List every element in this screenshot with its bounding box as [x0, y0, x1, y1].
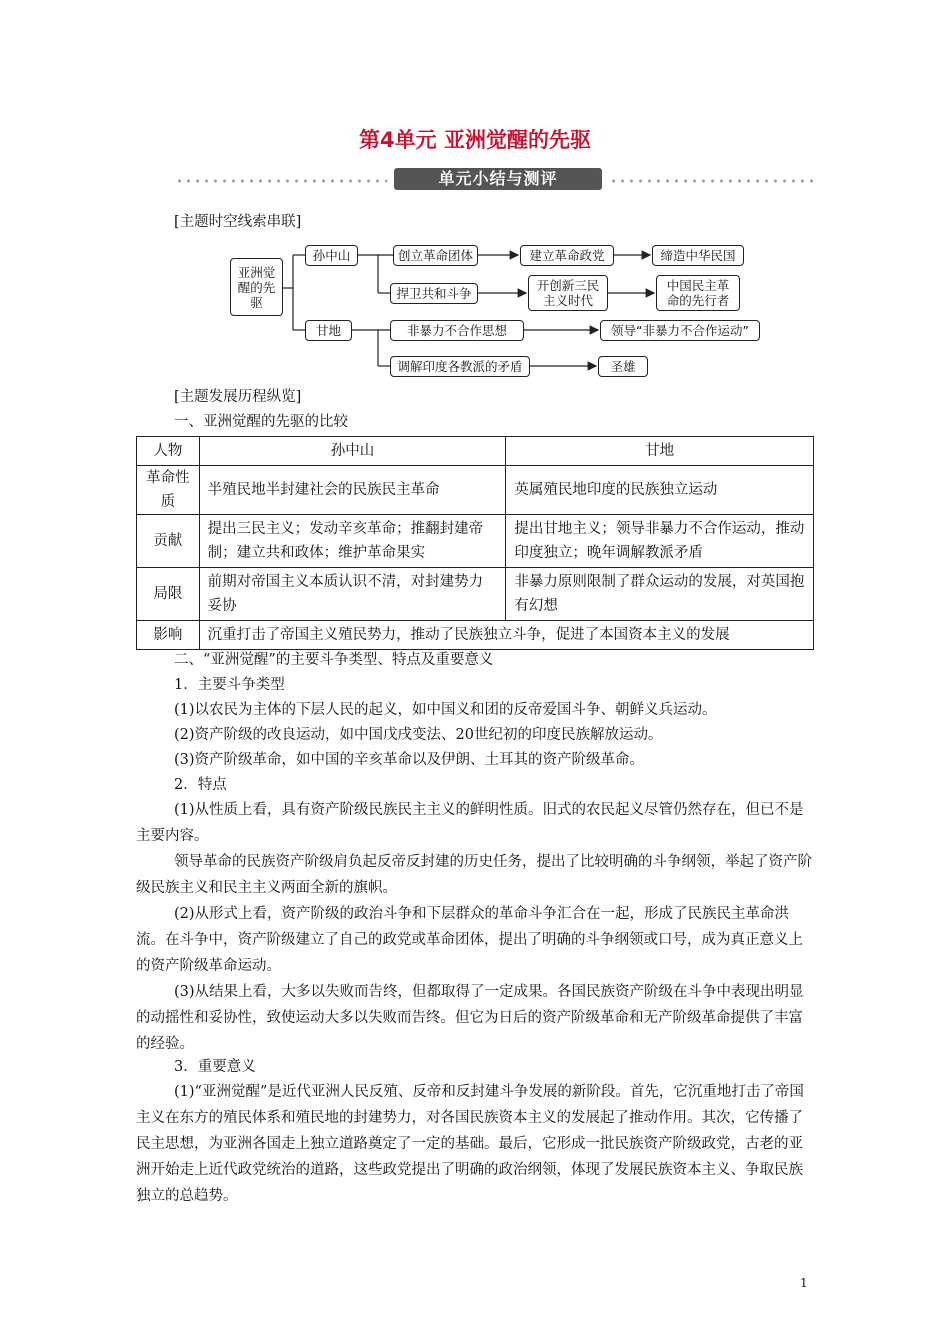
diagram-node-g4: 圣雄: [598, 356, 648, 377]
table-row: [137, 568, 814, 621]
paragraph: (3)从结果上看，大多以失败而告终，但都取得了一定成果。各国民族资产阶级在斗争中表现出明显的动摇性和妥协性，致使运动大多以失败而告终。但它为日后的资产阶级革命和无产阶级革命提供了丰富的经验。: [136, 984, 804, 1052]
subheading-significance: 3．重要意义: [174, 1059, 256, 1075]
table-cell: 前期对帝国主义本质认识不清，对封建势力妥协: [199, 568, 506, 621]
page-title: 第4单元 亚洲觉醒的先驱: [359, 128, 591, 152]
table-row: [137, 621, 814, 650]
table-row: [137, 515, 814, 568]
comparison-table: [136, 436, 814, 650]
row-label: 局限: [137, 568, 200, 621]
paragraph: 领导革命的民族资产阶级肩负起反帝反封建的历史任务，提出了比较明确的斗争纲领，举起了资产阶级民族主义和民主主义两面全新的旗帜。: [136, 854, 812, 896]
diagram-node-b6: 中国民主革命的先行者: [656, 275, 740, 311]
paragraph: (1)“亚洲觉醒”是近代亚洲人民反殖、反帝和反封建斗争发展的新阶段。首先，它沉重地打击了帝国主义在东方的殖民体系和殖民地的封建势力，对各国民族资本主义的发展起了推动作用。其次，它传播了民主思想，为亚洲各国走上独立道路奠定了一定的基础。最后，它形成一批民族资产阶级政党，古老的亚洲开始走上近代政党统治的道路，这些政党提出了明确的政治纲领，体现了发展民族资本主义、争取民族独立的总趋势。: [136, 1084, 804, 1204]
table-cell: 沉重打击了帝国主义殖民势力，推动了民族独立斗争，促进了本国资本主义的发展: [199, 621, 813, 650]
table-cell: 非暴力原则限制了群众运动的发展，对英国抱有幻想: [506, 568, 814, 621]
heading-comparison: 一、亚洲觉醒的先驱的比较: [174, 414, 348, 430]
row-label: 贡献: [137, 515, 200, 568]
page-number: 1: [800, 1276, 808, 1290]
diagram-node-gandhi: 甘地: [305, 320, 352, 341]
diagram-node-g3: 调解印度各教派的矛盾: [390, 356, 530, 377]
banner-label: 单元小结与测评: [394, 168, 602, 190]
table-header-row: [137, 437, 814, 466]
table-cell: 英属殖民地印度的民族独立运动: [506, 466, 814, 515]
section-timeline-label: [主题时空线索串联]: [174, 214, 302, 230]
diagram-node-b1: 创立革命团体: [393, 245, 478, 266]
table-header-cell: 孙中山: [199, 437, 506, 466]
diagram-node-b5: 开创新三民主义时代: [528, 275, 608, 311]
paragraph: (1)从性质上看，具有资产阶级民族民主主义的鲜明性质。旧式的农民起义尽管仍然存在，但已不是主要内容。: [136, 802, 804, 844]
paragraph: (2)从形式上看，资产阶级的政治斗争和下层群众的革命斗争汇合在一起，形成了民族民主革命洪流。在斗争中，资产阶级建立了自己的政党或革命团体，提出了明确的斗争纲领或口号，成为真正意义上的资产阶级革命运动。: [136, 906, 803, 974]
diagram-node-b3: 缔造中华民国: [652, 245, 744, 266]
list-item: (3)资产阶级革命，如中国的辛亥革命以及伊朗、土耳其的资产阶级革命。: [174, 752, 645, 768]
subheading-features: 2．特点: [174, 777, 227, 793]
diagram-node-b2: 建立革命政党: [520, 245, 614, 266]
concept-diagram: [0, 0, 950, 400]
table-cell: 半殖民地半封建社会的民族民主革命: [199, 466, 506, 515]
table-cell: 提出甘地主义；领导非暴力不合作运动，推动印度独立；晚年调解教派矛盾: [506, 515, 814, 568]
table-cell: 提出三民主义；发动辛亥革命；推翻封建帝制；建立共和政体；维护革命果实: [199, 515, 506, 568]
table-header-cell: 人物: [137, 437, 200, 466]
diagram-root-node: 亚洲觉醒的先驱: [230, 258, 283, 316]
section-overview-label: [主题发展历程纵览]: [174, 389, 302, 405]
heading-struggle: 二、“亚洲觉醒”的主要斗争类型、特点及重要意义: [174, 652, 494, 668]
subheading-types: 1．主要斗争类型: [174, 677, 285, 693]
diagram-node-g1: 非暴力不合作思想: [390, 320, 524, 341]
row-label: 革命性质: [137, 466, 200, 515]
table-header-cell: 甘地: [506, 437, 814, 466]
diagram-node-g2: 领导“非暴力不合作运动”: [600, 320, 760, 341]
list-item: (2)资产阶级的改良运动，如中国戊戌变法、20世纪初的印度民族解放运动。: [174, 727, 663, 743]
table-row: [137, 466, 814, 515]
list-item: (1)以农民为主体的下层人民的起义，如中国义和团的反帝爱国斗争、朝鲜义兵运动。: [174, 702, 717, 718]
diagram-node-b4: 捍卫共和斗争: [390, 283, 478, 304]
row-label: 影响: [137, 621, 200, 650]
diagram-node-sun: 孙中山: [305, 245, 358, 266]
